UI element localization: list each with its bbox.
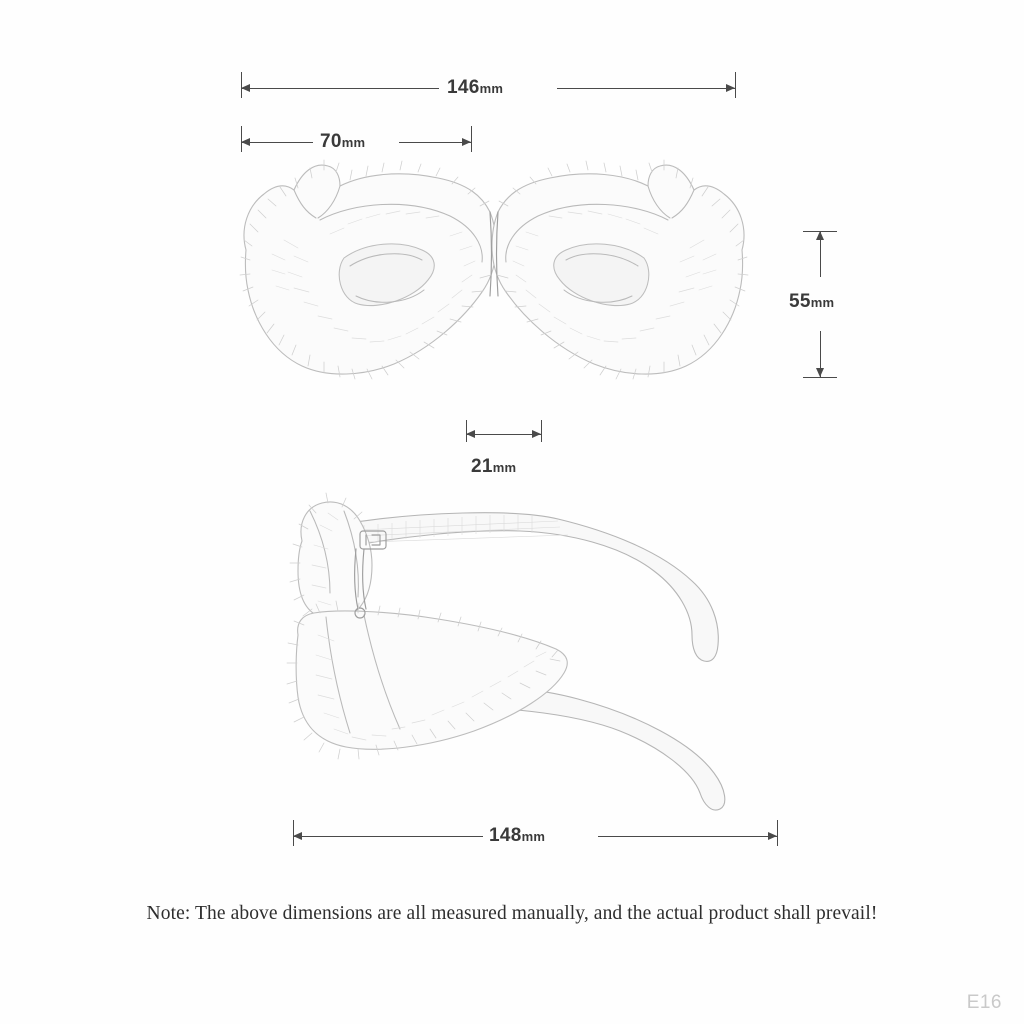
arrowhead-right-70	[462, 138, 471, 146]
leader-right-70	[399, 142, 471, 143]
arrowhead-right-148	[768, 832, 777, 840]
tick-right-21	[541, 420, 542, 442]
leader-right-146	[557, 88, 735, 89]
leader-left-148	[293, 836, 483, 837]
leader-left-70	[241, 142, 313, 143]
tick-right-148	[777, 820, 778, 846]
leader-21	[466, 434, 541, 435]
label-total-width: 146mm	[447, 77, 504, 98]
arrowhead-left-70	[241, 138, 250, 146]
arrowhead-left-146	[241, 84, 250, 92]
tick-right-70	[471, 126, 472, 152]
leader-right-148	[598, 836, 777, 837]
label-bridge-width: 21mm	[471, 456, 517, 477]
front-view-fur-sunglasses	[224, 150, 764, 410]
tick-bottom-55	[803, 377, 837, 378]
arrowhead-top-55	[816, 231, 824, 240]
arrowhead-left-148	[293, 832, 302, 840]
side-view-fur-sunglasses	[268, 485, 788, 815]
side-fur-lower	[296, 611, 567, 749]
tick-right-146	[735, 72, 736, 98]
leader-left-146	[241, 88, 439, 89]
label-height: 55mm	[789, 291, 835, 312]
label-lens-width: 70mm	[320, 131, 366, 152]
label-temple-length: 148mm	[489, 825, 546, 846]
arrowhead-left-21	[466, 430, 475, 438]
arrowhead-right-21	[532, 430, 541, 438]
watermark-label: E16	[966, 992, 1002, 1013]
note-text: Note: The above dimensions are all measured manually, and the actual product shall prevail!	[146, 903, 878, 924]
arrowhead-bottom-55	[816, 368, 824, 377]
side-fur-upper	[298, 502, 372, 619]
arrowhead-right-146	[726, 84, 735, 92]
